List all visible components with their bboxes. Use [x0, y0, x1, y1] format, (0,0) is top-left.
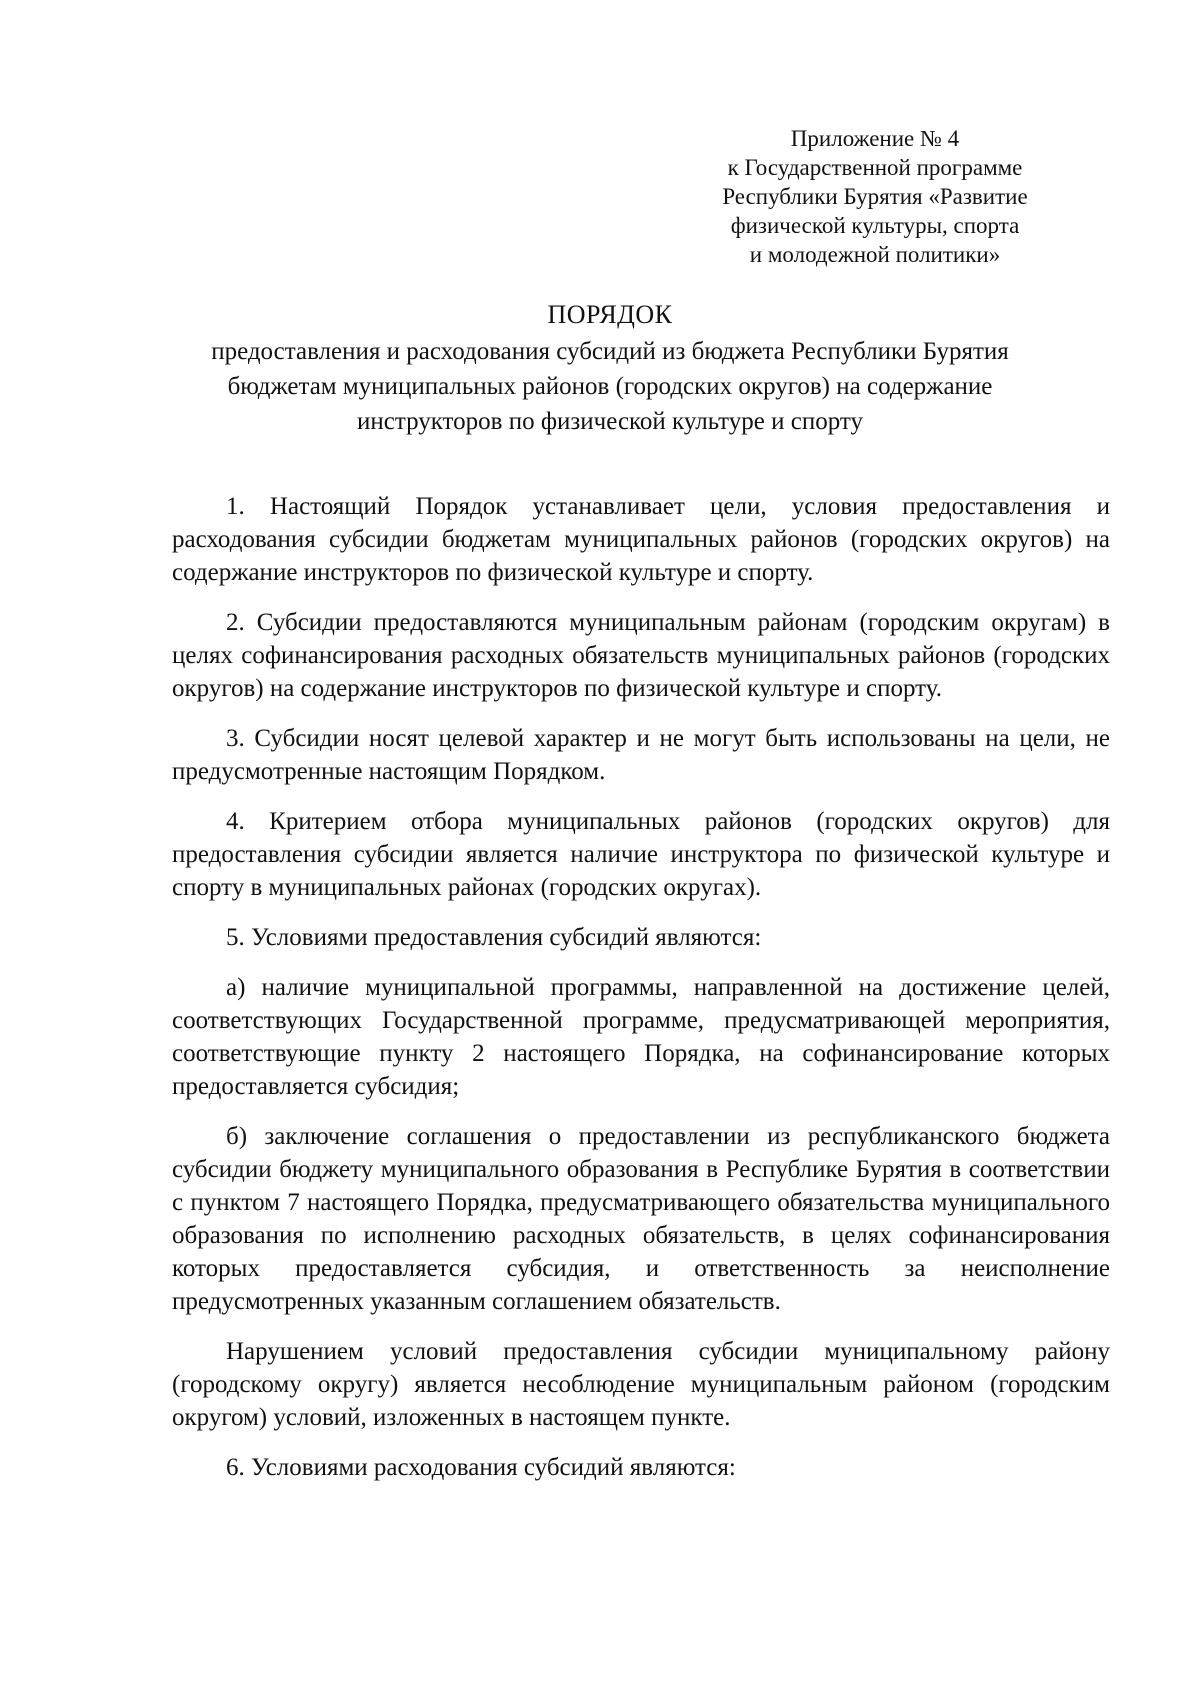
appendix-line: к Государственной программе [727, 155, 1023, 180]
appendix-line: физической культуры, спорта [730, 213, 1020, 238]
document-body [172, 490, 1110, 1501]
subtitle-line: инструкторов по физической культуре и спорту [356, 408, 863, 435]
paragraph-4: 4. Критерием отбора муниципальных районов (городских округов) для предоставления субсидии является наличие инструктора по физической культуре и спорту в муниципальных районах (городских округах). [172, 808, 1110, 901]
document-title: ПОРЯДОК [547, 300, 673, 329]
paragraph-6: 6. Условиями расходования субсидий являются: [226, 1454, 736, 1481]
appendix-note [690, 124, 1060, 269]
subtitle-line: предоставления и расходования субсидий из бюджета Республики Бурятия [211, 338, 1009, 365]
appendix-line: и молодежной политики» [749, 242, 1001, 267]
appendix-line: Республики Бурятия «Развитие [722, 184, 1028, 209]
document-subtitle [150, 334, 1070, 439]
subtitle-line: бюджетам муниципальных районов (городских округов) на содержание [227, 373, 993, 400]
paragraph-5b: б) заключение соглашения о предоставлении из республиканского бюджета субсидии бюджету муниципального образования в Республике Бурятия в соответствии с пунктом 7 настоящего Порядка, предусматривающего обязательства муниципального образования по исполнению расходных обязательств, в целях софинансирования которых предоставляется субсидия, и ответственность за неисполнение предусмотренных указанным соглашением обязательств. [172, 1123, 1110, 1315]
paragraph-2: 2. Субсидии предоставляются муниципальным районам (городским округам) в целях софинансирования расходных обязательств муниципальных районов (городских округов) на содержание инструкторов по физической культуре и спорту. [172, 609, 1110, 702]
paragraph-5a: а) наличие муниципальной программы, направленной на достижение целей, соответствующих Государственной программе, предусматривающей мероприятия, соответствующие пункту 2 настоящего Порядка, на софинансирование которых предоставляется субсидия; [172, 974, 1110, 1100]
paragraph-5: 5. Условиями предоставления субсидий являются: [226, 924, 762, 951]
paragraph-1: 1. Настоящий Порядок устанавливает цели, условия предоставления и расходования субсидии бюджетам муниципальных районов (городских округов) на содержание инструкторов по физической культуре и спорту. [172, 493, 1110, 586]
title-block [150, 298, 1070, 439]
appendix-line: Приложение № 4 [790, 126, 960, 151]
paragraph-3: 3. Субсидии носят целевой характер и не могут быть использованы на цели, не предусмотренные настоящим Порядком. [172, 725, 1110, 785]
paragraph-5-violation: Нарушением условий предоставления субсидии муниципальному району (городскому округу) является несоблюдение муниципальным районом (городским округом) условий, изложенных в настоящем пункте. [172, 1338, 1110, 1431]
